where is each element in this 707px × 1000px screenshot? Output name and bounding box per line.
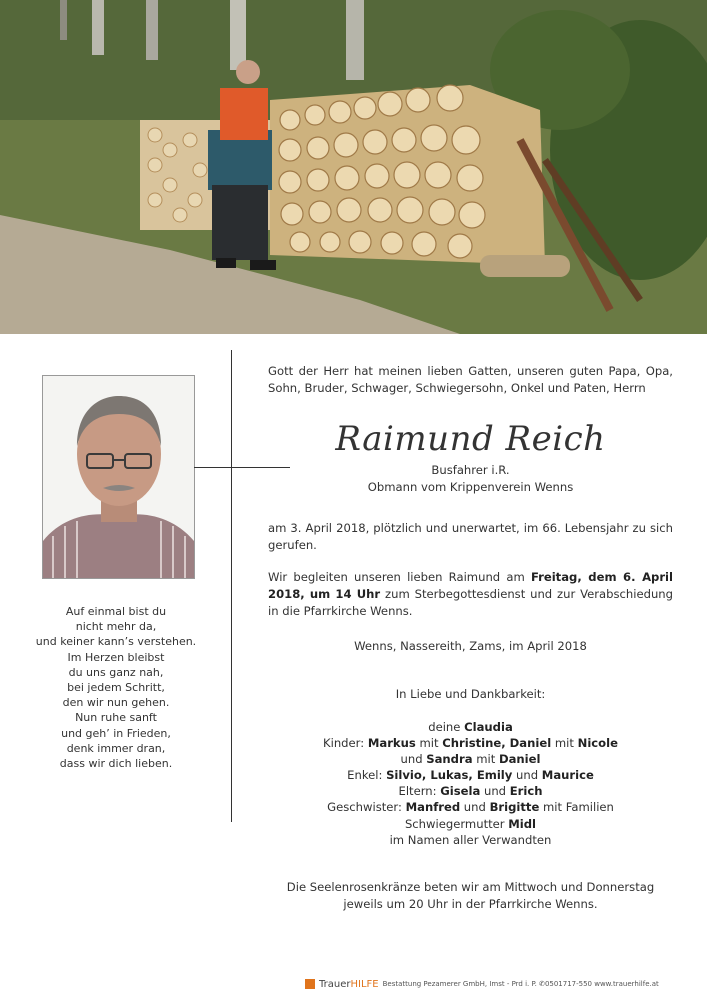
cross-vertical-line: [231, 350, 232, 822]
poem-line: Auf einmal bist du: [65, 605, 167, 618]
intro-text: Gott der Herr hat meinen lieben Gatten, unseren guten Papa, Opa, Sohn, Bruder, Schwager, Schwiegersohn, Onkel und Paten, Herrn: [268, 364, 673, 395]
trauerhilfe-logo-icon: [305, 979, 315, 989]
poem-line: dass wir dich lieben.: [59, 757, 173, 771]
funeral-post: zum Sterbegottesdienst und zur Verabschiedung in die Pfarrkirche Wenns.: [268, 587, 674, 618]
place-date: Wenns, Nassereith, Zams, im April 2018: [354, 639, 587, 653]
subtitle-association: Obmann vom Krippenverein Wenns: [367, 480, 574, 494]
mourner-line-grandchildren: Enkel: Silvio, Lukas, Emily und Maurice: [347, 768, 594, 783]
mourner-line-children-2: und Sandra mit Daniel: [400, 752, 541, 767]
death-announcement: am 3. April 2018, plötzlich und unerwartet, im 66. Lebensjahr zu sich gerufen.: [268, 521, 673, 552]
mourner-line-siblings: Geschwister: Manfred und Brigitte mit Familien: [327, 800, 614, 815]
hero-photo: [0, 0, 707, 334]
mourner-line-relatives: im Namen aller Verwandten: [389, 832, 552, 847]
portrait-photo: [42, 375, 195, 579]
portrait-image: [43, 376, 194, 578]
poem-line: denk immer dran,: [66, 741, 166, 755]
deceased-name: Raimund Reich: [335, 419, 606, 459]
mourners-heading: In Liebe und Dankbarkeit:: [395, 687, 546, 701]
footer-contact: Bestattung Pezamerer GmbH, Imst - Prd i. P. ✆0501717-550 www.trauerhilfe.at: [382, 980, 659, 988]
rosary-info: Die Seelenrosenkränze beten wir am Mittwoch und Donnerstag jeweils um 20 Uhr in der Pfarrkirche Wenns.: [286, 880, 655, 911]
poem-line: und geh’ in Frieden,: [61, 726, 171, 740]
mourners-list: [268, 719, 673, 848]
mourner-line-spouse: deine Claudia: [428, 720, 513, 734]
poem-line: nicht mehr da,: [75, 620, 157, 634]
mourner-line-mother-in-law: Schwiegermutter Midl: [404, 816, 537, 831]
funeral-info: [268, 569, 673, 620]
poem-line: bei jedem Schritt,: [67, 681, 165, 695]
poem-line: und keiner kann’s verstehen.: [35, 635, 197, 649]
forest-woodpile-image: [0, 0, 707, 334]
poem-line: den wir nun gehen.: [62, 696, 170, 710]
funeral-date: Freitag, dem 6. April 2018, um 14 Uhr: [268, 570, 674, 601]
mourner-line-parents: Eltern: Gisela und Erich: [398, 784, 543, 799]
poem: [30, 604, 202, 771]
mourner-line-children: Kinder: Markus mit Christine, Daniel mit Nicole: [323, 736, 618, 751]
trauerhilfe-logo-text: TrauerHILFE: [319, 978, 379, 990]
funeral-pre: Wir begleiten unseren lieben Raimund am: [268, 570, 531, 584]
poem-line: Nun ruhe sanft: [75, 711, 157, 725]
poem-line: du uns ganz nah,: [68, 665, 164, 679]
footer: [305, 977, 659, 991]
subtitle-occupation: Busfahrer i.R.: [431, 463, 510, 477]
poem-line: Im Herzen bleibst: [67, 650, 165, 664]
